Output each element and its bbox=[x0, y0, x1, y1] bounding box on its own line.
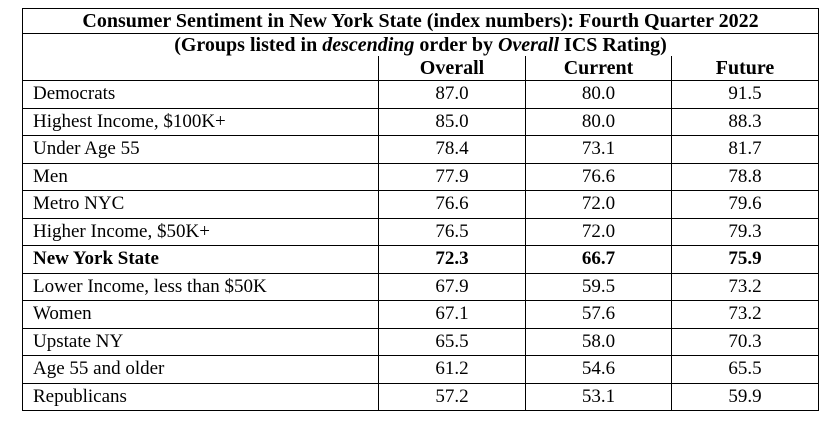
future-value: 78.8 bbox=[672, 163, 819, 191]
current-value: 66.7 bbox=[526, 246, 672, 274]
table-row bbox=[23, 81, 819, 109]
current-value: 76.6 bbox=[526, 163, 672, 191]
overall-value: 78.4 bbox=[379, 136, 526, 164]
future-value: 75.9 bbox=[672, 246, 819, 274]
subtitle-row bbox=[23, 34, 819, 57]
row-label: Higher Income, $50K+ bbox=[23, 218, 379, 246]
future-value: 59.9 bbox=[672, 383, 819, 411]
column-header-current: Current bbox=[526, 56, 672, 81]
overall-value: 67.1 bbox=[379, 301, 526, 329]
row-label: Men bbox=[23, 163, 379, 191]
row-label: Upstate NY bbox=[23, 328, 379, 356]
row-label: Republicans bbox=[23, 383, 379, 411]
subtitle-text-1: (Groups listed in bbox=[174, 34, 323, 56]
row-label: Age 55 and older bbox=[23, 356, 379, 384]
overall-value: 76.6 bbox=[379, 191, 526, 219]
current-value: 73.1 bbox=[526, 136, 672, 164]
table-row bbox=[23, 301, 819, 329]
overall-value: 87.0 bbox=[379, 81, 526, 109]
subtitle-emphasis-descending: descending bbox=[322, 34, 415, 56]
row-label: New York State bbox=[23, 246, 379, 274]
current-value: 57.6 bbox=[526, 301, 672, 329]
row-label: Democrats bbox=[23, 81, 379, 109]
future-value: 81.7 bbox=[672, 136, 819, 164]
table-row bbox=[23, 273, 819, 301]
table-row bbox=[23, 356, 819, 384]
future-value: 91.5 bbox=[672, 81, 819, 109]
row-label: Lower Income, less than $50K bbox=[23, 273, 379, 301]
table-row bbox=[23, 328, 819, 356]
overall-value: 57.2 bbox=[379, 383, 526, 411]
current-value: 53.1 bbox=[526, 383, 672, 411]
table-row bbox=[23, 163, 819, 191]
table-row bbox=[23, 191, 819, 219]
table-row bbox=[23, 108, 819, 136]
table-row bbox=[23, 246, 819, 274]
table-body bbox=[23, 81, 819, 411]
future-value: 79.3 bbox=[672, 218, 819, 246]
table-title: Consumer Sentiment in New York State (index numbers): Fourth Quarter 2022 bbox=[23, 9, 819, 34]
subtitle-text-3: ICS Rating) bbox=[559, 34, 667, 56]
future-value: 73.2 bbox=[672, 273, 819, 301]
current-value: 80.0 bbox=[526, 108, 672, 136]
current-value: 54.6 bbox=[526, 356, 672, 384]
overall-value: 85.0 bbox=[379, 108, 526, 136]
overall-value: 72.3 bbox=[379, 246, 526, 274]
column-header-blank bbox=[23, 56, 379, 81]
current-value: 59.5 bbox=[526, 273, 672, 301]
row-label: Women bbox=[23, 301, 379, 329]
row-label: Highest Income, $100K+ bbox=[23, 108, 379, 136]
row-label: Under Age 55 bbox=[23, 136, 379, 164]
overall-value: 67.9 bbox=[379, 273, 526, 301]
table-row bbox=[23, 383, 819, 411]
subtitle-text-2: order by bbox=[414, 34, 498, 56]
overall-value: 61.2 bbox=[379, 356, 526, 384]
overall-value: 76.5 bbox=[379, 218, 526, 246]
table-row bbox=[23, 136, 819, 164]
future-value: 73.2 bbox=[672, 301, 819, 329]
row-label: Metro NYC bbox=[23, 191, 379, 219]
future-value: 79.6 bbox=[672, 191, 819, 219]
table-row bbox=[23, 218, 819, 246]
column-header-future: Future bbox=[672, 56, 819, 81]
future-value: 88.3 bbox=[672, 108, 819, 136]
overall-value: 77.9 bbox=[379, 163, 526, 191]
sentiment-table-container bbox=[22, 8, 818, 411]
future-value: 65.5 bbox=[672, 356, 819, 384]
sentiment-table bbox=[22, 8, 819, 411]
column-header-overall: Overall bbox=[379, 56, 526, 81]
table-subtitle bbox=[23, 34, 819, 57]
current-value: 80.0 bbox=[526, 81, 672, 109]
future-value: 70.3 bbox=[672, 328, 819, 356]
current-value: 72.0 bbox=[526, 191, 672, 219]
subtitle-emphasis-overall: Overall bbox=[497, 34, 560, 56]
current-value: 58.0 bbox=[526, 328, 672, 356]
column-header-row bbox=[23, 56, 819, 81]
title-row bbox=[23, 9, 819, 34]
overall-value: 65.5 bbox=[379, 328, 526, 356]
current-value: 72.0 bbox=[526, 218, 672, 246]
